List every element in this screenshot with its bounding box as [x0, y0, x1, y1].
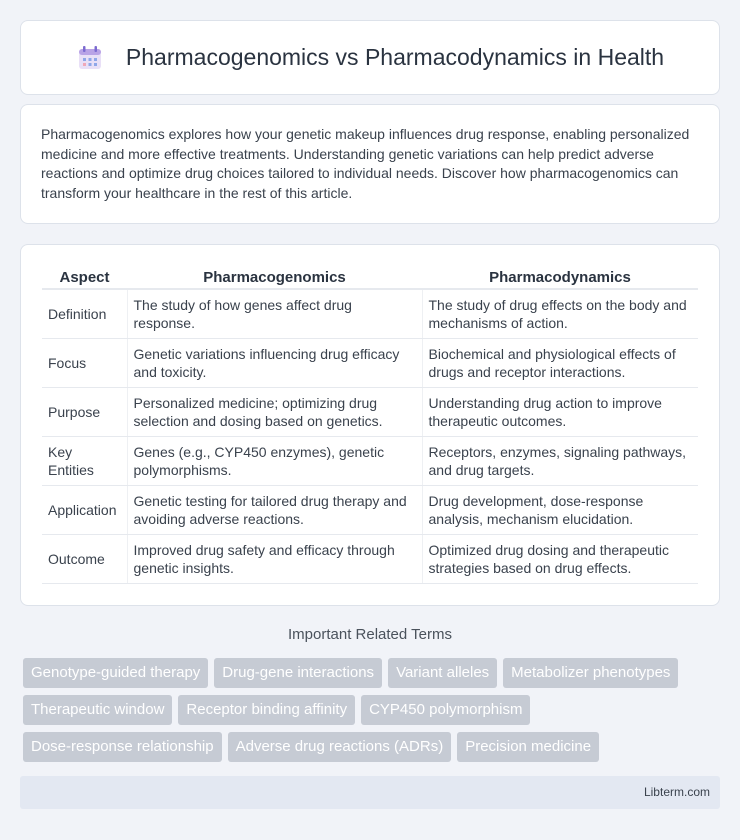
row-pharmacodynamics: Receptors, enzymes, signaling pathways, and drug targets.: [422, 437, 698, 486]
related-term-tag[interactable]: Precision medicine: [457, 732, 599, 762]
table-row: [42, 486, 698, 535]
related-term-tag[interactable]: Adverse drug reactions (ADRs): [228, 732, 452, 762]
row-pharmacodynamics: The study of drug effects on the body and mechanisms of action.: [422, 289, 698, 339]
row-pharmacodynamics: Drug development, dose-response analysis, mechanism elucidation.: [422, 486, 698, 535]
row-pharmacodynamics: Optimized drug dosing and therapeutic strategies based on drug effects.: [422, 535, 698, 584]
row-pharmacodynamics: Understanding drug action to improve therapeutic outcomes.: [422, 388, 698, 437]
related-term-tag[interactable]: Dose-response relationship: [23, 732, 222, 762]
row-aspect: Purpose: [42, 388, 127, 437]
related-term-tag[interactable]: CYP450 polymorphism: [361, 695, 530, 725]
page-title: Pharmacogenomics vs Pharmacodynamics in Health: [125, 44, 665, 70]
related-term-tag[interactable]: Genotype-guided therapy: [23, 658, 208, 688]
row-pharmacogenomics: Personalized medicine; optimizing drug selection and dosing based on genetics.: [127, 388, 422, 437]
related-term-tag[interactable]: Drug-gene interactions: [214, 658, 382, 688]
row-pharmacogenomics: Genetic variations influencing drug efficacy and toxicity.: [127, 339, 422, 388]
table-row: [42, 289, 698, 339]
intro-paragraph: Pharmacogenomics explores how your genetic makeup influences drug response, enabling personalized medicine and more effective treatments. Understanding genetic variations can help predict adverse reactions and optimize drug choices tailored to individual needs. Discover how pharmacogenomics can transform your healthcare in the rest of this article.: [41, 126, 690, 201]
related-terms-list: [23, 658, 723, 762]
header-card: [20, 20, 720, 95]
related-term-tag[interactable]: Therapeutic window: [23, 695, 172, 725]
row-aspect: Focus: [42, 339, 127, 388]
row-aspect: Application: [42, 486, 127, 535]
intro-card: [20, 104, 720, 224]
row-pharmacodynamics: Biochemical and physiological effects of drugs and receptor interactions.: [422, 339, 698, 388]
table-row: [42, 388, 698, 437]
row-pharmacogenomics: The study of how genes affect drug response.: [127, 289, 422, 339]
header-aspect: Aspect: [42, 265, 127, 289]
row-pharmacogenomics: Genetic testing for tailored drug therapy and avoiding adverse reactions.: [127, 486, 422, 535]
related-term-tag[interactable]: Receptor binding affinity: [178, 695, 355, 725]
row-aspect: Key Entities: [42, 437, 127, 486]
header-pharmacodynamics: Pharmacodynamics: [422, 265, 698, 289]
row-pharmacogenomics: Improved drug safety and efficacy through genetic insights.: [127, 535, 422, 584]
row-aspect: Definition: [42, 289, 127, 339]
comparison-table: [42, 265, 698, 584]
comparison-table-card: [20, 244, 720, 606]
related-term-tag[interactable]: Metabolizer phenotypes: [503, 658, 678, 688]
related-term-tag[interactable]: Variant alleles: [388, 658, 497, 688]
calendar-grid-icon: [76, 44, 104, 72]
row-aspect: Outcome: [42, 535, 127, 584]
table-row: [42, 535, 698, 584]
row-pharmacogenomics: Genes (e.g., CYP450 enzymes), genetic polymorphisms.: [127, 437, 422, 486]
related-terms-heading: Important Related Terms: [288, 626, 452, 643]
header-pharmacogenomics: Pharmacogenomics: [127, 265, 422, 289]
table-row: [42, 437, 698, 486]
footer-site-link[interactable]: Libterm.com: [643, 785, 710, 799]
table-row: [42, 339, 698, 388]
footer: [20, 776, 720, 809]
table-header-row: [42, 265, 698, 289]
